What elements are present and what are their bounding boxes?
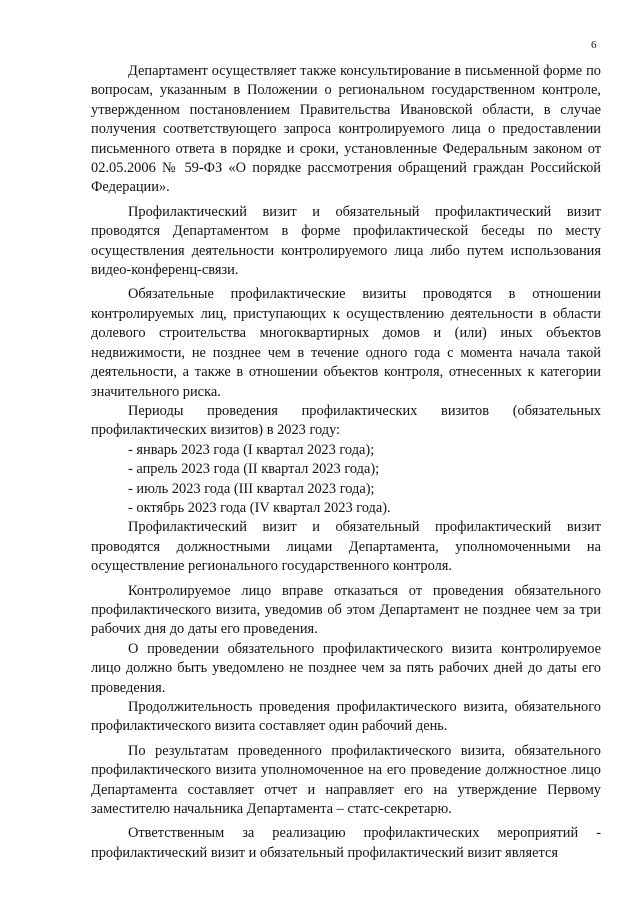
paragraph-duration: Продолжительность проведения профилактического визита, обязательного профилактического визита составляет один рабочий день. (91, 699, 601, 735)
list-item: - июль 2023 года (III квартал 2023 года); (128, 480, 375, 497)
paragraph-report: По результатам проведенного профилактического визита, обязательного профилактического визита уполномоченное на его проведение должностное лицо Департамента составляет отчет и направляет его на утверждение Первому заместителю начальника Департамента – статс-секретарю. (91, 742, 601, 818)
page-number: 6 (591, 39, 597, 51)
document-body (91, 62, 601, 863)
paragraph-mandatory-visits: Обязательные профилактические визиты проводятся в отношении контролируемых лиц, приступающих к осуществлению деятельности в области долевого строительства многоквартирных домов и (или) иных объектов недвижимости, не позднее чем в течение одного года с момента начала такой деятельности, а также в отношении объектов контроля, отнесенных к категории значительного риска. (91, 286, 601, 400)
list-item: - январь 2023 года (I квартал 2023 года); (128, 441, 375, 458)
visit-periods-list (91, 441, 601, 519)
paragraph-consultation: Департамент осуществляет также консультирование в письменной форме по вопросам, указанным в Положении о региональном государственном контроле, утвержденном постановлением Правительства Ивановской области, в случае получения соответствующего запроса контролируемого лица о предоставлении письменного ответа в порядке и сроки, установленные Федеральным законом от 02.05.2006 № 59-ФЗ «О порядке рассмотрения обращений граждан Российской Федерации». (91, 63, 601, 196)
paragraph-responsible-person: Ответственным за реализацию профилактических мероприятий - профилактический визит и обязательный профилактический визит является (91, 825, 601, 861)
paragraph-visit-periods: Периоды проведения профилактических визитов (обязательных профилактических визитов) в 2023 году: (91, 402, 601, 439)
list-item: - апрель 2023 года (II квартал 2023 года); (128, 461, 380, 478)
list-item: - октябрь 2023 года (IV квартал 2023 года). (128, 499, 391, 516)
paragraph-refusal-right: Контролируемое лицо вправе отказаться от проведения обязательного профилактического визита, уведомив об этом Департамент не позднее чем за три рабочих дня до даты его проведения. (91, 582, 601, 638)
paragraph-notification: О проведении обязательного профилактического визита контролируемое лицо должно быть уведомлено не позднее чем за пять рабочих дней до даты его проведения. (91, 640, 601, 696)
paragraph-responsible-officials: Профилактический визит и обязательный профилактический визит проводятся должностными лицами Департамента, уполномоченными на осуществление регионального государственного контроля. (91, 519, 601, 575)
paragraph-visit-form: Профилактический визит и обязательный профилактический визит проводятся Департаментом в форме профилактической беседы по месту осуществления деятельности контролируемого лица либо путем использования видео-конференц-связи. (91, 203, 601, 279)
